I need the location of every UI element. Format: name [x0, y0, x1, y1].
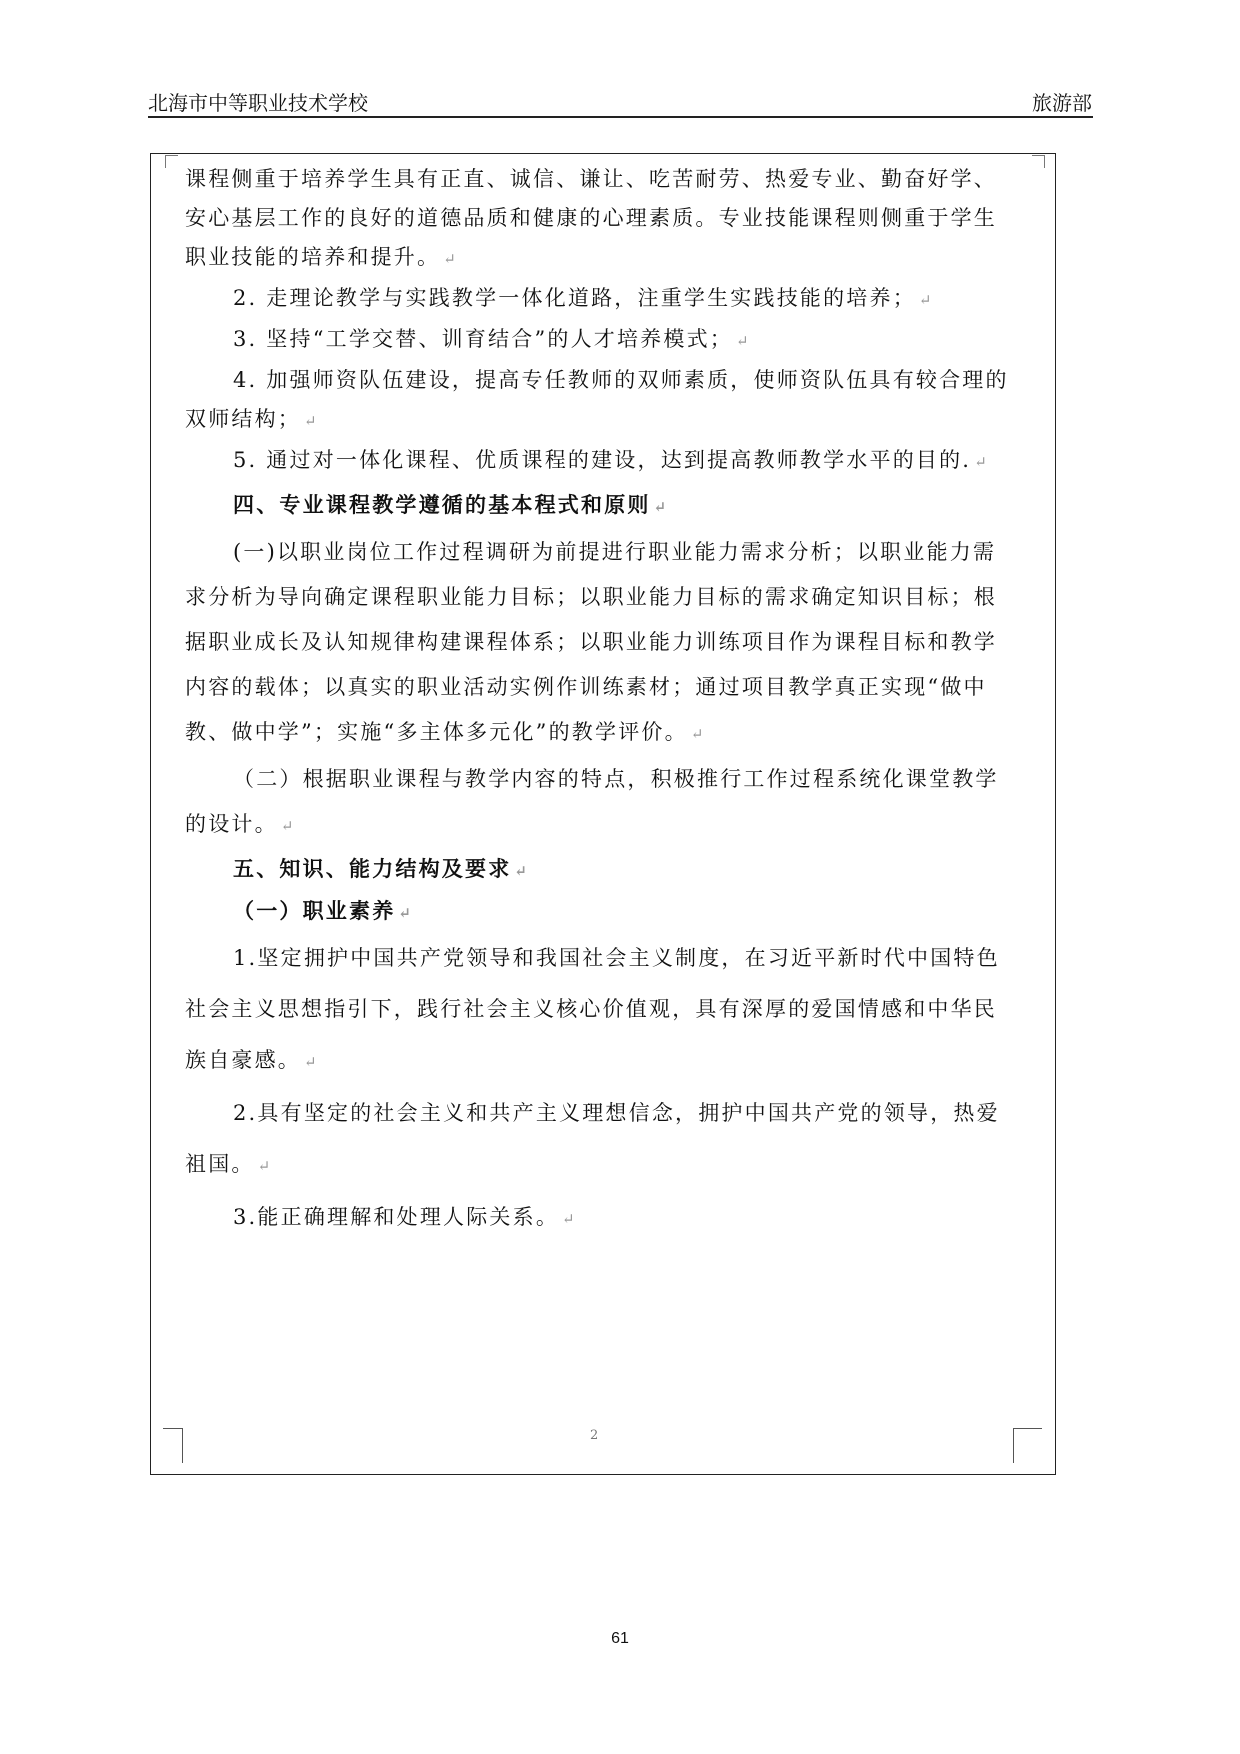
document-body [185, 160, 1015, 1245]
list-item-3: 3. 坚持“工学交替、训育结合”的人才培养模式； ↵ [233, 327, 749, 351]
subheading-professional-quality: （一）职业素养 ↵ [233, 898, 411, 923]
corner-mark-top-right [1032, 155, 1045, 168]
list-item-4: 4. 加强师资队伍建设，提高专任教师的双师素质，使师资队伍具有较合理的双师结构； ↵ [185, 368, 1009, 431]
section-heading-5: 五、知识、能力结构及要求 ↵ [233, 856, 527, 881]
corner-mark-bottom-right [1013, 1428, 1042, 1463]
section4-paragraph-1: (一)以职业岗位工作过程调研为前提进行职业能力需求分析；以职业能力需求分析为导向确定课程职业能力目标；以职业能力目标的需求确定知识目标；根据职业成长及认知规律构建课程体系；以职业能力训练项目作为课程目标和教学内容的载体；以真实的职业活动实例作训练素材；通过项目教学真正实现“做中教、做中学”；实施“多主体多元化”的教学评价。 ↵ [185, 540, 997, 744]
quality-item-3: 3.能正确理解和处理人际关系。 ↵ [233, 1205, 575, 1229]
list-item-5: 5. 通过对一体化课程、优质课程的建设，达到提高教师教学水平的目的. ↵ [233, 448, 987, 472]
section-heading-4: 四、专业课程教学遵循的基本程式和原则 ↵ [233, 492, 667, 517]
page-number: 61 [611, 1630, 629, 1647]
paragraph-course-focus: 课程侧重于培养学生具有正直、诚信、谦让、吃苦耐劳、热爱专业、勤奋好学、安心基层工作的良好的道德品质和健康的心理素质。专业技能课程则侧重于学生职业技能的培养和提升。 ↵ [185, 167, 997, 269]
list-item-2: 2. 走理论教学与实践教学一体化道路，注重学生实践技能的培养； ↵ [233, 286, 932, 310]
quality-item-2: 2.具有坚定的社会主义和共产主义理想信念，拥护中国共产党的领导，热爱祖国。 ↵ [185, 1101, 1000, 1176]
header-school: 北海市中等职业技术学校 [148, 91, 368, 115]
corner-mark-bottom-left [163, 1428, 183, 1463]
header-rule [148, 116, 1093, 118]
quality-item-1: 1.坚定拥护中国共产党领导和我国社会主义制度，在习近平新时代中国特色社会主义思想指引下，践行社会主义核心价值观，具有深厚的爱国情感和中华民族自豪感。 ↵ [185, 946, 1000, 1072]
section4-paragraph-2: （二）根据职业课程与教学内容的特点，积极推行工作过程系统化课堂教学的设计。 ↵ [185, 767, 999, 836]
corner-mark-top-left [165, 155, 178, 168]
header-department: 旅游部 [1032, 91, 1092, 115]
embedded-page-number: 2 [590, 1428, 599, 1443]
